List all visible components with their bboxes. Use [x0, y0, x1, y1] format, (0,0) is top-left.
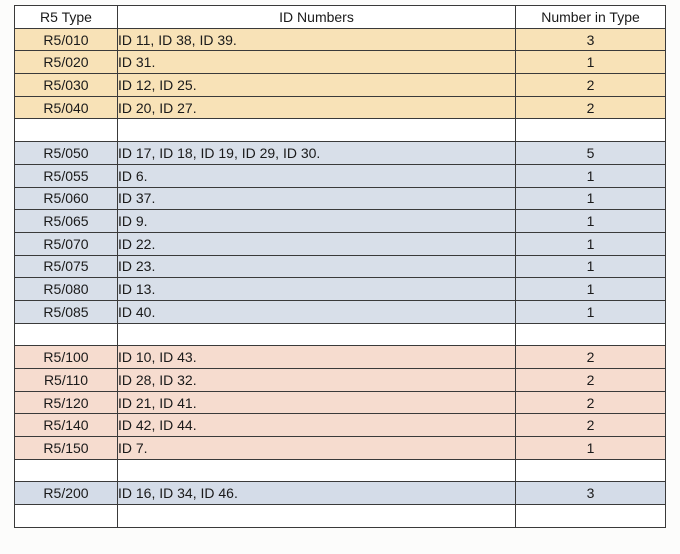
type-cell: R5/055 — [15, 164, 118, 187]
number-in-type-cell: 3 — [516, 482, 666, 505]
id-numbers-cell — [118, 119, 516, 142]
number-in-type-cell: 1 — [516, 164, 666, 187]
table-row — [15, 255, 666, 278]
number-in-type-cell: 3 — [516, 28, 666, 51]
type-cell — [15, 505, 118, 528]
number-in-type-cell: 1 — [516, 278, 666, 301]
id-numbers-cell: ID 10, ID 43. — [118, 346, 516, 369]
number-in-type-cell: 2 — [516, 414, 666, 437]
type-cell: R5/030 — [15, 74, 118, 97]
type-cell: R5/020 — [15, 51, 118, 74]
number-in-type-cell: 1 — [516, 437, 666, 460]
id-numbers-cell: ID 20, ID 27. — [118, 96, 516, 119]
id-numbers-cell: ID 37. — [118, 187, 516, 210]
number-in-type-cell: 2 — [516, 96, 666, 119]
table-row — [15, 51, 666, 74]
type-cell: R5/060 — [15, 187, 118, 210]
table-row — [15, 346, 666, 369]
table-row — [15, 414, 666, 437]
number-in-type-cell: 1 — [516, 232, 666, 255]
number-in-type-cell: 2 — [516, 391, 666, 414]
type-cell: R5/120 — [15, 391, 118, 414]
number-in-type-cell: 2 — [516, 74, 666, 97]
id-numbers-cell: ID 6. — [118, 164, 516, 187]
id-numbers-cell: ID 31. — [118, 51, 516, 74]
id-numbers-cell — [118, 505, 516, 528]
table-row — [15, 232, 666, 255]
number-in-type-cell: 1 — [516, 300, 666, 323]
type-cell: R5/070 — [15, 232, 118, 255]
type-cell: R5/100 — [15, 346, 118, 369]
number-in-type-cell — [516, 459, 666, 482]
type-cell — [15, 119, 118, 142]
table-spacer-row — [15, 119, 666, 142]
type-cell: R5/085 — [15, 300, 118, 323]
type-cell: R5/110 — [15, 369, 118, 392]
table-row — [15, 278, 666, 301]
table-spacer-row — [15, 459, 666, 482]
id-numbers-cell: ID 28, ID 32. — [118, 369, 516, 392]
table-row — [15, 437, 666, 460]
table-spacer-row — [15, 505, 666, 528]
table-body — [15, 28, 666, 527]
id-numbers-cell: ID 12, ID 25. — [118, 74, 516, 97]
number-in-type-cell: 2 — [516, 369, 666, 392]
table-row — [15, 482, 666, 505]
table-row — [15, 164, 666, 187]
type-cell: R5/050 — [15, 142, 118, 165]
id-numbers-cell: ID 17, ID 18, ID 19, ID 29, ID 30. — [118, 142, 516, 165]
type-cell: R5/200 — [15, 482, 118, 505]
id-numbers-cell: ID 22. — [118, 232, 516, 255]
header-id-numbers: ID Numbers — [118, 6, 516, 29]
type-cell: R5/150 — [15, 437, 118, 460]
table-row — [15, 96, 666, 119]
header-number-in-type: Number in Type — [516, 6, 666, 29]
type-cell: R5/140 — [15, 414, 118, 437]
header-r5-type: R5 Type — [15, 6, 118, 29]
table-row — [15, 391, 666, 414]
id-numbers-cell: ID 11, ID 38, ID 39. — [118, 28, 516, 51]
type-cell — [15, 323, 118, 346]
number-in-type-cell: 1 — [516, 187, 666, 210]
id-numbers-cell — [118, 323, 516, 346]
number-in-type-cell: 2 — [516, 346, 666, 369]
type-cell: R5/040 — [15, 96, 118, 119]
number-in-type-cell: 5 — [516, 142, 666, 165]
type-cell: R5/065 — [15, 210, 118, 233]
id-numbers-cell: ID 7. — [118, 437, 516, 460]
number-in-type-cell: 1 — [516, 51, 666, 74]
table-row — [15, 28, 666, 51]
type-cell: R5/010 — [15, 28, 118, 51]
number-in-type-cell — [516, 323, 666, 346]
table-row — [15, 300, 666, 323]
type-cell: R5/075 — [15, 255, 118, 278]
type-cell — [15, 459, 118, 482]
table-spacer-row — [15, 323, 666, 346]
id-numbers-cell: ID 13. — [118, 278, 516, 301]
r5-type-table — [14, 5, 666, 528]
number-in-type-cell — [516, 119, 666, 142]
id-numbers-cell: ID 9. — [118, 210, 516, 233]
table-row — [15, 210, 666, 233]
number-in-type-cell — [516, 505, 666, 528]
table-row — [15, 74, 666, 97]
id-numbers-cell — [118, 459, 516, 482]
id-numbers-cell: ID 40. — [118, 300, 516, 323]
table-row — [15, 187, 666, 210]
table-row — [15, 369, 666, 392]
id-numbers-cell: ID 42, ID 44. — [118, 414, 516, 437]
id-numbers-cell: ID 16, ID 34, ID 46. — [118, 482, 516, 505]
table-row — [15, 142, 666, 165]
id-numbers-cell: ID 21, ID 41. — [118, 391, 516, 414]
number-in-type-cell: 1 — [516, 255, 666, 278]
id-numbers-cell: ID 23. — [118, 255, 516, 278]
number-in-type-cell: 1 — [516, 210, 666, 233]
type-cell: R5/080 — [15, 278, 118, 301]
table-header-row — [15, 6, 666, 29]
